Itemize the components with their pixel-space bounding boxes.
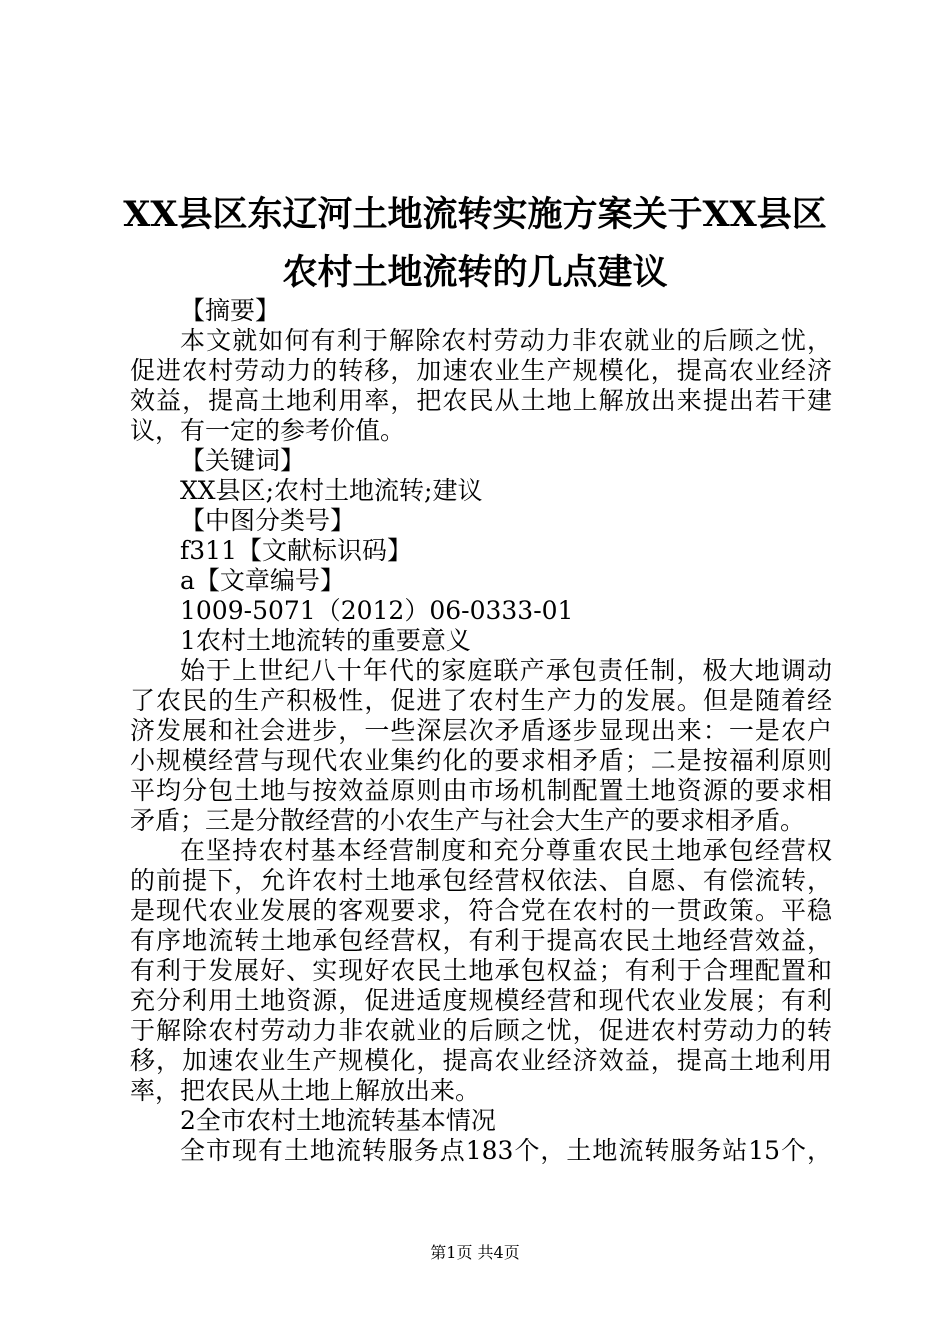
text-line: 率，把农民从土地上解放出来。	[130, 1076, 481, 1105]
text-line: XX县区;农村土地流转;建议	[180, 476, 483, 505]
document-body	[130, 296, 832, 1166]
text-line: 本文就如何有利于解除农村劳动力非农就业的后顾之忧，	[180, 326, 832, 355]
text-line: 全市现有土地流转服务点183个，土地流转服务站15个，	[180, 1136, 832, 1165]
text-line: 【关键词】	[180, 446, 306, 475]
text-line: 效益，提高土地利用率，把农民从土地上解放出来提出若干建	[130, 386, 832, 415]
text-line: 的前提下，允许农村土地承包经营权依法、自愿、有偿流转，	[130, 866, 832, 895]
text-line: f311【文献标识码】	[180, 536, 412, 565]
text-line: a【文章编号】	[180, 566, 345, 595]
page-footer: 第1页 共4页	[430, 1243, 520, 1262]
text-line: 1农村土地流转的重要意义	[180, 626, 471, 655]
text-line: 是现代农业发展的客观要求，符合党在农村的一贯政策。平稳	[130, 896, 832, 925]
text-line: 1009-5071（2012）06-0333-01	[180, 596, 574, 625]
text-line: 在坚持农村基本经营制度和充分尊重农民土地承包经营权	[180, 836, 832, 865]
text-line: 充分利用土地资源，促进适度规模经营和现代农业发展；有利	[130, 986, 832, 1015]
text-line: 有利于发展好、实现好农民土地承包权益；有利于合理配置和	[130, 956, 832, 985]
text-line: 有序地流转土地承包经营权，有利于提高农民土地经营效益，	[130, 926, 832, 955]
document-title	[100, 186, 850, 302]
title-line-1: XX县区东辽河土地流转实施方案关于XX县区	[123, 194, 827, 235]
title-line-2: 农村土地流转的几点建议	[282, 252, 668, 293]
text-line: 促进农村劳动力的转移，加速农业生产规模化，提高农业经济	[130, 356, 832, 385]
text-line: 济发展和社会进步，一些深层次矛盾逐步显现出来：一是农户	[130, 716, 832, 745]
text-line: 【中图分类号】	[180, 506, 356, 535]
text-line: 【摘要】	[180, 296, 281, 325]
text-line: 移，加速农业生产规模化，提高农业经济效益，提高土地利用	[130, 1046, 832, 1075]
text-line: 始于上世纪八十年代的家庭联产承包责任制，极大地调动	[180, 656, 832, 685]
text-line: 矛盾；三是分散经营的小农生产与社会大生产的要求相矛盾。	[130, 806, 806, 835]
text-line: 小规模经营与现代农业集约化的要求相矛盾；二是按福利原则	[130, 746, 832, 775]
text-line: 平均分包土地与按效益原则由市场机制配置土地资源的要求相	[130, 776, 832, 805]
text-line: 于解除农村劳动力非农就业的后顾之忧，促进农村劳动力的转	[130, 1016, 832, 1045]
text-line: 2全市农村土地流转基本情况	[180, 1106, 496, 1135]
text-line: 议，有一定的参考价值。	[130, 416, 406, 445]
text-line: 了农民的生产积极性，促进了农村生产力的发展。但是随着经	[130, 686, 832, 715]
